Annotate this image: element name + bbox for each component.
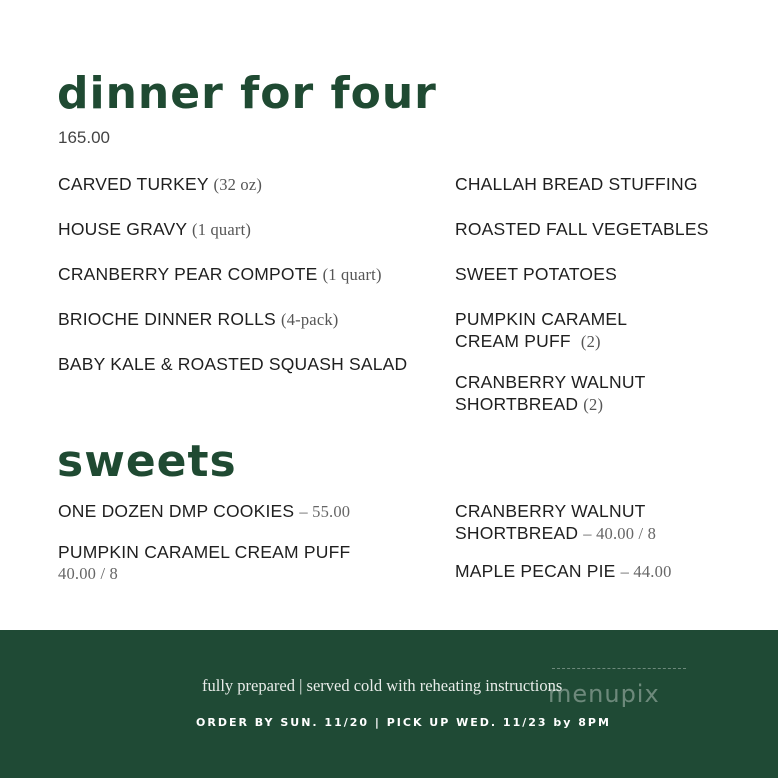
menu-item — [58, 541, 350, 585]
menu-item — [455, 263, 617, 285]
item-name: PUMPKIN CARAMEL CREAM PUFF — [58, 542, 351, 562]
item-note: (4-pack) — [281, 310, 339, 329]
menu-item — [58, 308, 338, 331]
menu-item — [58, 263, 382, 286]
menu-item — [455, 218, 709, 240]
menu-item — [455, 560, 672, 583]
item-note: (2) — [583, 395, 604, 414]
item-price: – 40.00 / 8 — [583, 524, 657, 543]
item-name: SWEET POTATOES — [455, 264, 617, 284]
item-note: (1 quart) — [322, 265, 382, 284]
item-name: BABY KALE & ROASTED SQUASH SALAD — [58, 354, 408, 374]
item-name: MAPLE PECAN PIE — [455, 561, 616, 581]
item-name: CRANBERRY PEAR COMPOTE — [58, 264, 318, 284]
order-schedule: ORDER BY SUN. 11/20 | PICK UP WED. 11/23 by 8PM — [196, 716, 611, 729]
item-price: – 44.00 — [620, 562, 672, 581]
item-name: BRIOCHE DINNER ROLLS — [58, 309, 276, 329]
watermark-rule — [552, 668, 686, 669]
menu-item — [58, 173, 262, 196]
item-name: ROASTED FALL VEGETABLES — [455, 219, 709, 239]
item-price: 40.00 / 8 — [58, 564, 119, 583]
menu-item — [58, 500, 350, 523]
menu-item — [455, 371, 646, 416]
item-price: – 55.00 — [299, 502, 351, 521]
menu-item — [455, 500, 656, 545]
item-note: (2) — [580, 332, 601, 351]
menu-item — [455, 173, 698, 195]
item-note: (1 quart) — [192, 220, 252, 239]
item-name: CARVED TURKEY — [58, 174, 209, 194]
item-name: PUMPKIN CARAMEL — [455, 309, 628, 329]
item-note: (32 oz) — [213, 175, 263, 194]
dinner-title: dinner for four — [57, 68, 437, 119]
item-name: HOUSE GRAVY — [58, 219, 187, 239]
item-name-cont: SHORTBREAD — [455, 523, 579, 543]
menu-item — [455, 308, 627, 353]
item-name-cont: SHORTBREAD — [455, 394, 579, 414]
sweets-title: sweets — [57, 436, 237, 487]
menu-item — [58, 218, 251, 241]
item-name: CHALLAH BREAD STUFFING — [455, 174, 698, 194]
item-name-cont: CREAM PUFF — [455, 331, 571, 351]
item-name: CRANBERRY WALNUT — [455, 372, 646, 392]
item-name: ONE DOZEN DMP COOKIES — [58, 501, 295, 521]
dinner-price: 165.00 — [58, 128, 110, 147]
menu-item — [58, 353, 407, 375]
item-name: CRANBERRY WALNUT — [455, 501, 646, 521]
footer-band — [0, 630, 778, 778]
footer-tagline: fully prepared | served cold with reheating instructions — [202, 676, 563, 695]
watermark-logo: menupix — [548, 680, 660, 708]
